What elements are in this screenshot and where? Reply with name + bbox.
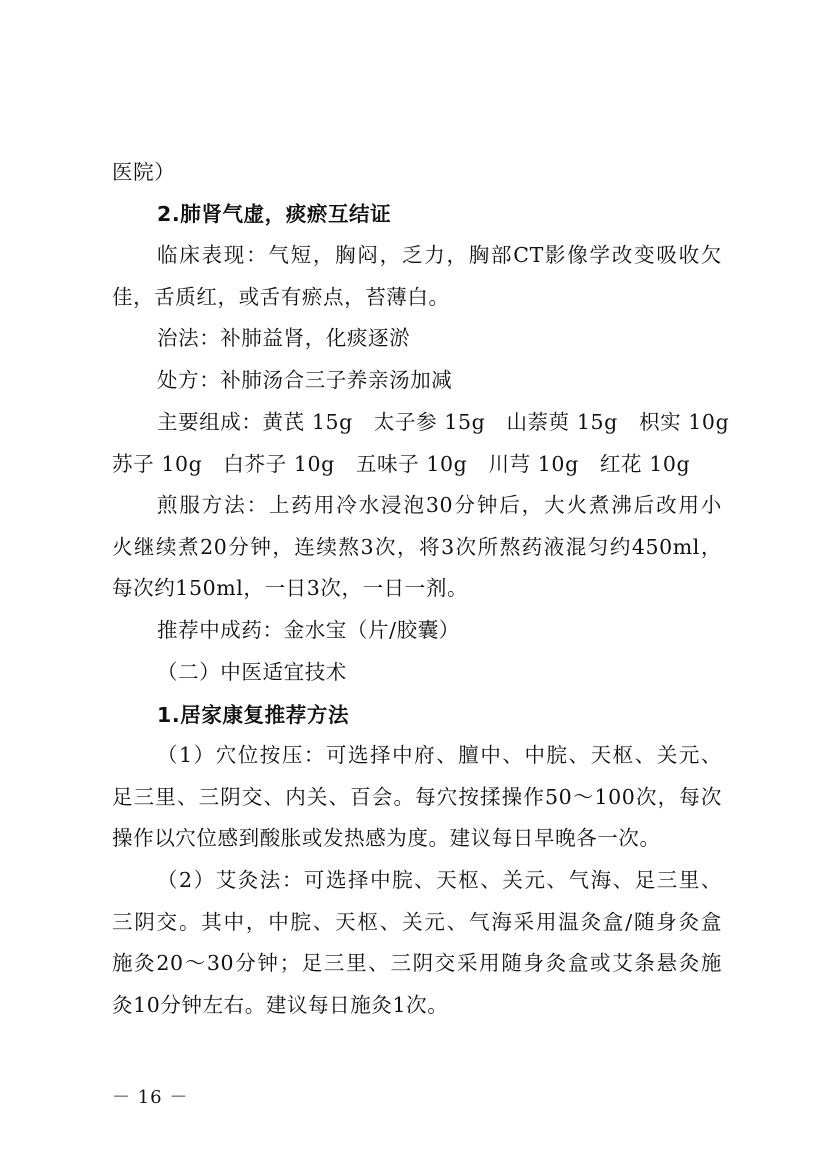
section-heading: 2.肺肾气虚，痰瘀互结证 bbox=[157, 202, 392, 226]
text-line: 医院） bbox=[112, 160, 176, 184]
text-line: 佳，舌质红，或舌有瘀点，苔薄白。 bbox=[112, 285, 450, 309]
text-line: 足三里、三阴交、内关、百会。每穴按揉操作50～100次，每次 bbox=[112, 785, 722, 809]
text-line: 推荐中成药：金水宝（片/胶囊） bbox=[157, 618, 460, 642]
text-line: 火继续煮20分钟，连续熬3次，将3次所熬药液混匀约450ml， bbox=[112, 535, 722, 559]
page-number: － 16 － bbox=[112, 1087, 189, 1108]
text-line: 三阴交。其中，中脘、天枢、关元、气海采用温灸盒/随身灸盒 bbox=[112, 910, 722, 934]
text-line: 灸10分钟左右。建议每日施灸1次。 bbox=[112, 993, 449, 1017]
text-line: 治法：补肺益肾，化痰逐淤 bbox=[157, 326, 411, 350]
text-line: 主要组成：黄芪 15g 太子参 15g 山萘萸 15g 枳实 10g bbox=[157, 410, 730, 434]
text-line: （1）穴位按压：可选择中府、膻中、中脘、天枢、关元、 bbox=[157, 743, 722, 767]
text-line: 每次约150ml，一日3次，一日一剂。 bbox=[112, 576, 469, 600]
text-line: 操作以穴位感到酸胀或发热感为度。建议每日早晚各一次。 bbox=[112, 826, 661, 850]
text-line: （2）艾灸法：可选择中脘、天枢、关元、气海、足三里、 bbox=[157, 868, 722, 892]
subsection-heading: （二）中医适宜技术 bbox=[157, 660, 347, 684]
section-heading: 1.居家康复推荐方法 bbox=[157, 703, 350, 727]
text-line: 施灸20～30分钟；足三里、三阴交采用随身灸盒或艾条悬灸施 bbox=[112, 951, 722, 975]
text-line: 煎服方法：上药用冷水浸泡30分钟后，大火煮沸后改用小 bbox=[157, 493, 722, 517]
text-line: 苏子 10g 白芥子 10g 五味子 10g 川芎 10g 红花 10g bbox=[112, 452, 691, 476]
text-line: 临床表现：气短，胸闷，乏力，胸部CT影像学改变吸收欠 bbox=[157, 243, 722, 267]
text-line: 处方：补肺汤合三子养亲汤加减 bbox=[157, 368, 453, 392]
